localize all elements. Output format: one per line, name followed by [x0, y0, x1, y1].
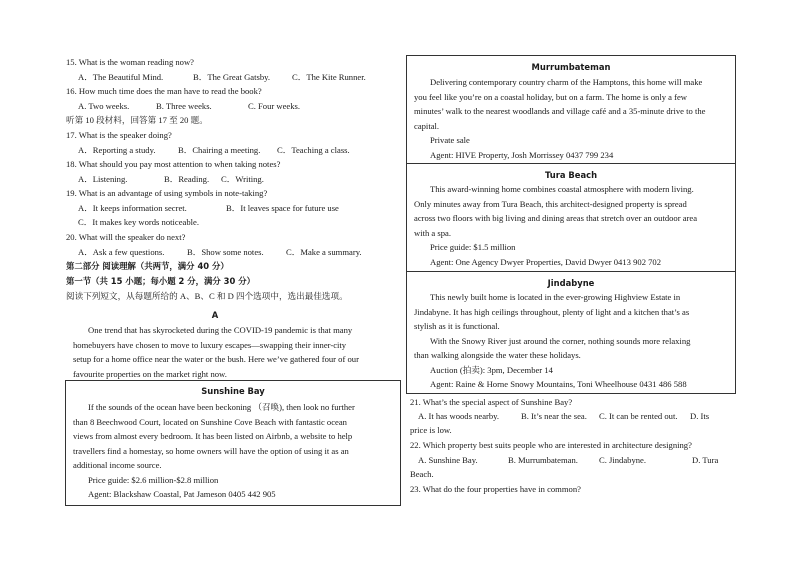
question-17-stem: 17. What is the speaker doing? [66, 130, 172, 140]
intro-line-2: homebuyers have chosen to move to luxury escapes—swapping their inner-city [73, 340, 347, 350]
tura-line-2: Only minutes away from Tura Beach, this architect-designed property is spread [414, 199, 687, 209]
question-16-stem: 16. How much time does the man have to read the book? [66, 86, 262, 96]
question-15-option-c[interactable]: C．The Kite Runner. [292, 72, 366, 82]
question-20-stem: 20. What will the speaker do next? [66, 232, 186, 242]
question-16-option-c[interactable]: C. Four weeks. [248, 101, 301, 111]
sunshine-line-4: travellers find a homestay, so home owners will have the option of using it as an [73, 446, 349, 456]
tura-line-4: with a spa. [414, 228, 451, 238]
murrumbateman-agent: Agent: HIVE Property, Josh Morrissey 0437 799 234 [430, 150, 614, 160]
question-23-stem: 23. What do the four properties have in common? [410, 484, 581, 494]
question-18-option-a[interactable]: A．Listening. [78, 174, 128, 184]
jindabyne-line-4: With the Snowy River just around the corner, nothing sounds more relaxing [430, 336, 691, 346]
question-20-option-b[interactable]: B．Show some notes. [187, 247, 264, 257]
sunshine-bay-title: Sunshine Bay [201, 386, 265, 396]
question-21-option-d[interactable]: D. Its [690, 411, 710, 421]
jindabyne-line-2: Jindabyne. It has high ceilings throughout, plenty of light and a kitchen that’s as [414, 307, 690, 317]
murrumbateman-line-1: Delivering contemporary country charm of the Hamptons, this home will make [430, 77, 703, 87]
passage-label: A [211, 310, 219, 320]
question-18-option-b[interactable]: B．Reading. [164, 174, 210, 184]
sunshine-line-3: views from almost every bedroom. It has been listed on Airbnb, a website to help [73, 431, 353, 441]
question-16-option-a[interactable]: A. Two weeks. [78, 101, 130, 111]
question-19-option-b[interactable]: B．It leaves space for future use [226, 203, 339, 213]
murrumbateman-price: Private sale [430, 135, 470, 145]
question-17-option-c[interactable]: C．Teaching a class. [277, 145, 350, 155]
tura-price: Price guide: $1.5 million [430, 242, 516, 252]
question-15-stem: 15. What is the woman reading now? [66, 57, 194, 67]
question-22-option-b[interactable]: B. Murrumbateman. [508, 455, 578, 465]
section-one-title: 第一节（共 15 小题；每小题 2 分，满分 30 分） [66, 276, 256, 286]
intro-line-1: One trend that has skyrocketed during the COVID-19 pandemic is that many [88, 325, 353, 335]
question-17-option-a[interactable]: A．Reporting a study. [78, 145, 156, 155]
question-21-option-c[interactable]: C. It can be rented out. [599, 411, 678, 421]
divider-1 [406, 163, 736, 164]
sunshine-line-5: additional income source. [73, 460, 162, 470]
question-21-stem: 21. What’s the special aspect of Sunshine Bay? [410, 397, 573, 407]
tura-line-1: This award-winning home combines coastal atmosphere with modern living. [430, 184, 694, 194]
divider-2 [406, 271, 736, 272]
jindabyne-line-3: stylish as it is functional. [414, 321, 500, 331]
intro-line-4: favourite properties on the market right now. [73, 369, 227, 379]
jindabyne-line-5: than walking alongside the water these holidays. [414, 350, 581, 360]
sunshine-line-2: than 8 Beechwood Court, located on Sunshine Cove Beach with fantastic ocean [73, 417, 347, 427]
question-15-option-b[interactable]: B．The Great Gatsby. [193, 72, 271, 82]
question-15-option-a[interactable]: A．The Beautiful Mind. [78, 72, 164, 82]
question-22-option-d-cont: Beach. [410, 469, 434, 479]
murrumbateman-title: Murrumbateman [531, 62, 611, 72]
question-19-option-a[interactable]: A．It keeps information secret. [78, 203, 187, 213]
sunshine-agent: Agent: Blackshaw Coastal, Pat Jameson 0405 442 905 [88, 489, 276, 499]
question-19-option-c[interactable]: C．It makes key words noticeable. [78, 217, 199, 227]
question-21-option-a[interactable]: A. It has woods nearby. [418, 411, 500, 421]
question-21-option-d-cont: price is low. [410, 425, 452, 435]
question-18-option-c[interactable]: C．Writing. [221, 174, 264, 184]
question-21-option-b[interactable]: B. It’s near the sea. [521, 411, 587, 421]
question-17-option-b[interactable]: B．Chairing a meeting. [178, 145, 261, 155]
sunshine-price: Price guide: $2.6 million-$2.8 million [88, 475, 219, 485]
question-22-option-a[interactable]: A. Sunshine Bay. [418, 455, 478, 465]
part-two-title: 第二部分 阅读理解（共两节，满分 40 分） [66, 261, 229, 271]
question-20-option-a[interactable]: A．Ask a few questions. [78, 247, 165, 257]
tura-beach-title: Tura Beach [544, 170, 598, 180]
tura-line-3: across two floors with big living and dining areas that stretch over an outdoor area [414, 213, 698, 223]
murrumbateman-line-2: you feel like you’re on a coastal holiday, but on a farm. The home is only a few [414, 92, 688, 102]
jindabyne-agent: Agent: Raine & Horne Snowy Mountains, Toni Wheelhouse 0431 486 588 [430, 379, 687, 389]
tura-agent: Agent: One Agency Dwyer Properties, David Dwyer 0413 902 702 [430, 257, 662, 267]
question-19-stem: 19. What is an advantage of using symbols in note-taking? [66, 188, 268, 198]
jindabyne-line-1: This newly built home is located in the ever-growing Highview Estate in [430, 292, 681, 302]
murrumbateman-line-3: minutes’ walk to the nearest woodlands and village café and a 35-minute drive to the [414, 106, 706, 116]
question-22-option-c[interactable]: C. Jindabyne. [599, 455, 647, 465]
question-22-option-d[interactable]: D. Tura [692, 455, 719, 465]
question-16-option-b[interactable]: B. Three weeks. [156, 101, 212, 111]
reading-instructions: 阅读下列短文，从每题所给的 A、B、C 和 D 四个选项中，选出最佳选项。 [66, 291, 348, 301]
sunshine-bay-box [65, 380, 401, 506]
question-22-stem: 22. Which property best suits people who are interested in architecture designing? [410, 440, 692, 450]
sunshine-line-1: If the sounds of the ocean have been beckoning （召唤), then look no further [88, 402, 355, 412]
jindabyne-title: Jindabyne [547, 278, 595, 288]
listening-instruction: 听第 10 段材料，回答第 17 至 20 题。 [66, 115, 208, 125]
question-18-stem: 18. What should you pay most attention to when taking notes? [66, 159, 281, 169]
intro-line-3: setup for a home office near the water or the bush. Here we’ve gathered four of our [73, 354, 359, 364]
murrumbateman-line-4: capital. [414, 121, 440, 131]
question-20-option-c[interactable]: C．Make a summary. [286, 247, 362, 257]
jindabyne-price: Auction (拍卖): 3pm, December 14 [430, 365, 553, 375]
